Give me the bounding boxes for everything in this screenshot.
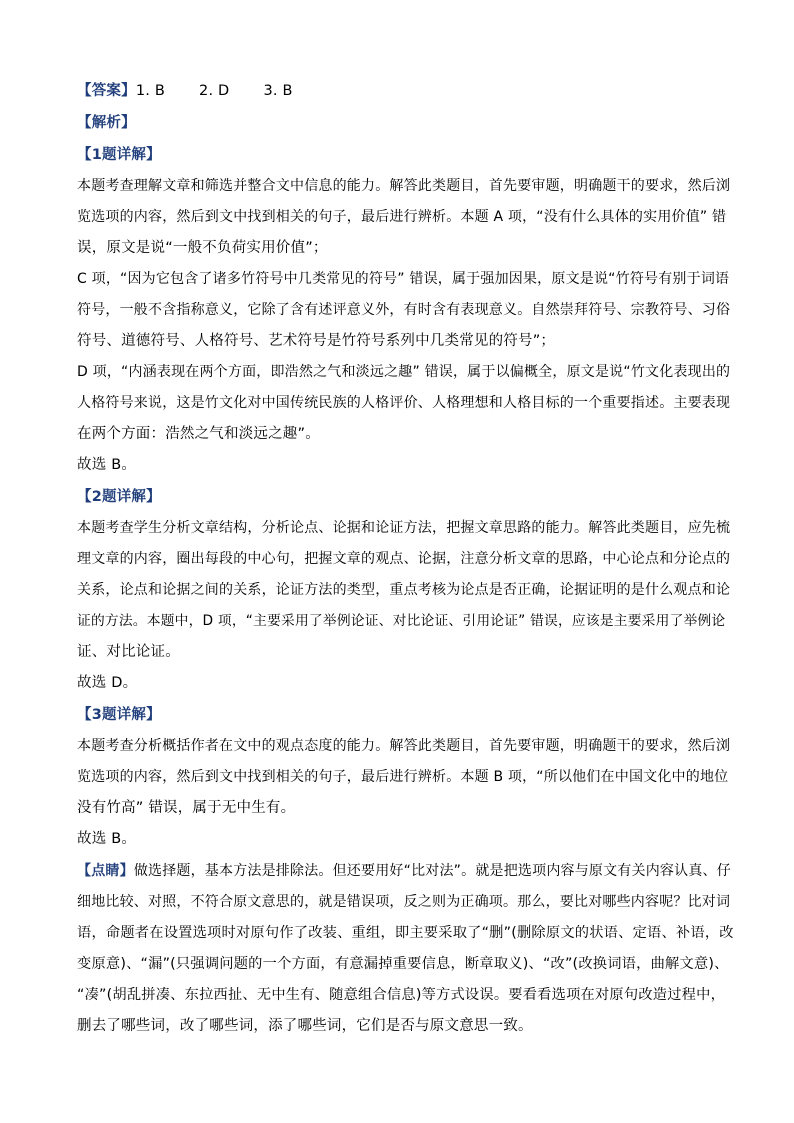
q2-conclusion: 故选 D。 xyxy=(77,675,138,691)
q1-line: D 项，“内涵表现在两个方面，即浩然之气和淡远之趣” 错误，属于以偏概全，原文是说“竹文化表现出的 xyxy=(77,364,731,380)
q2-heading: 【2题详解】 xyxy=(77,489,161,505)
q1-line: 览选项的内容，然后到文中找到相关的句子，最后进行辨析。本题 A 项，“没有什么具体的实用价值” 错 xyxy=(77,209,727,225)
answer-line xyxy=(77,80,293,102)
q2-line: 证的方法。本题中，D 项，“主要采用了举例论证、对比论证、引用论证” 错误，应该是主要采用了举例论 xyxy=(77,613,726,629)
answer-item-2: 2. D xyxy=(199,83,230,99)
answer-label: 【答案】 xyxy=(77,83,136,99)
tip-line: 变原意)、“漏”(只强调问题的一个方面，有意漏掉重要信息，断章取义)、“改”(改换词语，曲解文意)、 xyxy=(77,956,729,972)
analysis-heading: 【解析】 xyxy=(77,115,136,131)
q2-line: 理文章的内容，圈出每段的中心句，把握文章的观点、论据，注意分析文章的思路，中心论点和分论点的 xyxy=(77,551,731,567)
q3-conclusion: 故选 B。 xyxy=(77,831,137,847)
tip-line: 细地比较、对照，不符合原文意思的，就是错误项，反之则为正确项。那么，要比对哪些内容呢？比对词 xyxy=(77,894,731,910)
q3-line: 没有竹高” 错误，属于无中生有。 xyxy=(77,800,296,816)
q3-line: 本题考查分析概括作者在文中的观点态度的能力。解答此类题目，首先要审题，明确题干的要求，然后浏 xyxy=(77,738,731,754)
q3-line: 览选项的内容，然后到文中找到相关的句子，最后进行辨析。本题 B 项，“所以他们在中国文化中的地位 xyxy=(77,769,729,785)
q1-line: 在两个方面：浩然之气和淡远之趣”。 xyxy=(77,426,320,442)
answer-item-3: 3. B xyxy=(263,83,293,99)
q1-heading: 【1题详解】 xyxy=(77,147,161,163)
q1-line: C 项，“因为它包含了诸多竹符号中几类常见的符号” 错误，属于强加因果，原文是说“竹符号有别于词语 xyxy=(77,271,730,287)
tip-first-line xyxy=(77,860,731,882)
tip-line: “凑”(胡乱拼凑、东拉西扯、无中生有、随意组合信息)等方式设误。要看看选项在对原句改造过程中， xyxy=(77,987,726,1003)
q1-line: 符号、道德符号、人格符号、艺术符号是竹符号系列中几类常见的符号”； xyxy=(77,333,556,349)
q2-line: 关系，论点和论据之间的关系，论证方法的类型，重点考核为论点是否正确，论据证明的是什么观点和论 xyxy=(77,582,731,598)
answer-item-1: 1. B xyxy=(135,83,166,99)
q2-line: 本题考查学生分析文章结构，分析论点、论据和论证方法，把握文章思路的能力。解答此类题目，应先梳 xyxy=(77,520,731,536)
q1-conclusion: 故选 B。 xyxy=(77,457,137,473)
q1-line: 符号，一般不含指称意义，它除了含有述评意义外，有时含有表现意义。自然崇拜符号、宗教符号、习俗 xyxy=(77,302,731,318)
tip-line: 删去了哪些词，改了哪些词，添了哪些词，它们是否与原文意思一致。 xyxy=(77,1018,533,1034)
tip-label: 【点睛】 xyxy=(77,863,134,879)
tip-text: 做选择题，基本方法是排除法。但还要用好“比对法”。就是把选项内容与原文有关内容认真、仔 xyxy=(133,863,731,879)
tip-line: 语，命题者在设置选项时对原句作了改装、重组，即主要采取了“删”(删除原文的状语、定语、补语，改 xyxy=(77,925,734,941)
q1-line: 人格符号来说，这是竹文化对中国传统民族的人格评价、人格理想和人格目标的一个重要指述。主要表现 xyxy=(77,395,731,411)
q1-line: 本题考查理解文章和筛选并整合文中信息的能力。解答此类题目，首先要审题，明确题干的要求，然后浏 xyxy=(77,178,731,194)
q2-line: 证、对比论证。 xyxy=(77,644,180,660)
q1-line: 误，原文是说“一般不负荷实用价值”； xyxy=(77,240,328,256)
q3-heading: 【3题详解】 xyxy=(77,707,161,723)
